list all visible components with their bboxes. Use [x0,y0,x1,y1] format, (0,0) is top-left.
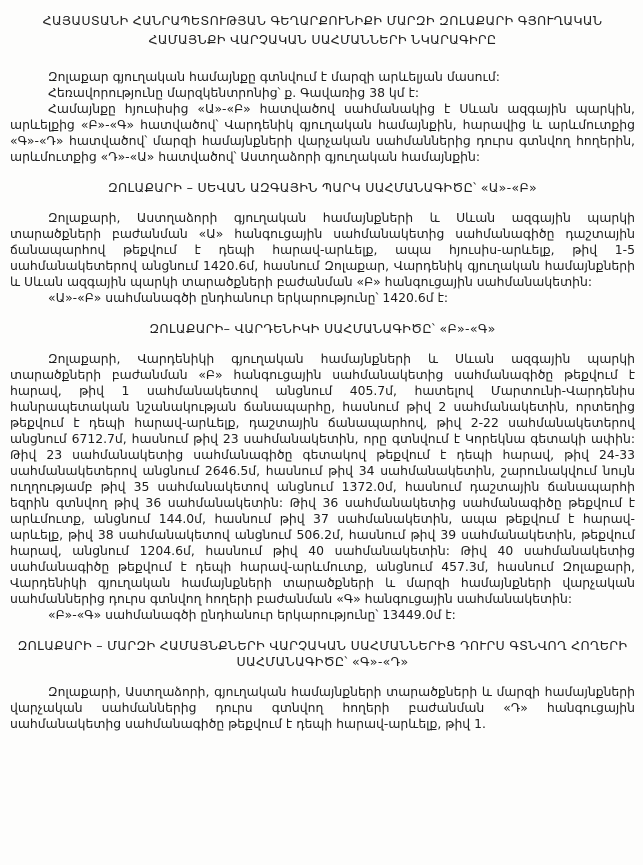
document-title [10,12,635,49]
border-length-note-a-b: «Ա»-«Բ» սահմանագծի ընդհանուր երկարությունը՝ 1420.6մ է: [48,290,449,305]
intro-paragraph-distance: Հեռավորությունը մարզկենտրոնից՝ ք. Գավառից 38 կմ է: [48,85,420,100]
section-paragraph-b-g: Զոլաքարի, Վարդենիկի գյուղական համայնքների և Սևան ազգային պարկի տարածքների բաժանման «Բ» հանգուցային սահմանակետից սահմանագիծը թեքվում է հարավ, թիվ 1 սահմանակետով անցնում 405.7մ, հատելով Մարտունի-Վարդենիս հանրապետական նշանակության ճանապարհը, հասնում թիվ 2 սահմանակետին, որտեղից թեքվում է դեպի հարավ-արևելք, դաշտային ճանապարհով, թիվ 2-22 սահմանակետերով անցնում 6712.7մ, հասնում թիվ 23 սահմանակետին, որը գտնվում է Կորեկնա գետակի ափին: Թիվ 23 սահմանակետից սահմանագիծը գետակով թեքվում է դեպի հարավ, թիվ 24-33 սահմանակետերով անցնում 2646.5մ, հասնում թիվ 34 սահմանակետին, շարունակվում նույն ուղղությամբ թիվ 35 սահմանակետով անցնում 1372.0մ, հասնում դաշտային ճանապարհի եզրին գտնվող թիվ 36 սահմանակետին: Թիվ 36 սահմանակետից սահմանագիծը թեքվում է արևմուտք, անցնում 144.0մ, հասնում թիվ 37 սահմանակետին, ապա թեքվում է հարավ-արևելք, թիվ 38 սահմանակետով անցնում 506.2մ, հասնում թիվ 39 սահմանակետին, թեքվում հարավ, անցնում 1204.6մ, հասնում թիվ 40 սահմանակետին: Թիվ 40 սահմանակետից սահմանագիծը թեքվում է դեպի հարավ-արևմուտք, անցնում 457.3մ, հասնում Զոլաքարի, Վարդենիկի գյուղական համայնքների տարածքների և մարզի համայնքների վարչական սահմաններից դուրս գտնվող հողերի բաժանման «Գ» հանգուցային սահմանակետին: [10,351,635,606]
border-length-note-b-g: «Բ»-«Գ» սահմանագծի ընդհանուր երկարությունը՝ 13449.0մ է: [48,607,456,622]
section-heading-g-d: ԶՈԼԱՔԱՐԻ – ՄԱՐԶԻ ՀԱՄԱՅՆՔՆԵՐԻ ՎԱՐՉԱԿԱՆ ՍԱՀՄԱՆՆԵՐԻՑ ԴՈՒՐՍ ԳՏՆՎՈՂ ՀՈՂԵՐԻ ՍԱՀՄԱՆԱԳԻԾԸ՝ «Գ»-«Դ» [17,638,628,669]
section-heading-a-b: ԶՈԼԱՔԱՐԻ – ՍԵՎԱՆ ԱԶԳԱՅԻՆ ՊԱՐԿ ՍԱՀՄԱՆԱԳԻԾԸ՝ «Ա»-«Բ» [107,180,538,195]
intro-paragraph-location: Զոլաքար գյուղական համայնքը գտնվում է մարզի արևելյան մասում: [48,69,500,84]
intro-paragraph-neighbors: Համայնքը հյուսիսից «Ա»-«Բ» հատվածով սահմանակից է Սևան ազգային պարկին, արևելքից «Բ»-«Գ» հատվածով՝ Վարդենիկ գյուղական համայնքին, հարավից և արևմուտքից «Գ»-«Դ» հատվածով՝ մարզի համայնքների վարչական սահմաններից դուրս գտնվող հողերին, արևմուտքից «Դ»-«Ա» հատվածով՝ Աստղաձորի գյուղական համայնքին: [10,101,635,164]
document-title-line-1: ՀԱՅԱՍՏԱՆԻ ՀԱՆՐԱՊԵՏՈՒԹՅԱՆ ԳԵՂԱՐՔՈՒՆԻՔԻ ՄԱՐԶԻ ԶՈԼԱՔԱՐԻ ԳՅՈՒՂԱԿԱՆ [42,13,603,28]
document-title-line-2: ՀԱՄԱՅՆՔԻ ՎԱՐՉԱԿԱՆ ՍԱՀՄԱՆՆԵՐԻ ՆԿԱՐԱԳԻՐԸ [148,31,497,47]
section-paragraph-a-b: Զոլաքարի, Աստղաձորի գյուղական համայնքների և Սևան ազգային պարկի տարածքների բաժանման «Ա» հանգուցային սահմանակետից սահմանագիծը դաշտային ճանապարհով թեքվում է դեպի հարավ-արևելք, ապա հյուսիս-արևելք, թիվ 1-5 սահմանակետերով անցնում 1420.6մ, հասնում Զոլաքար, Վարդենիկ գյուղական համայնքների և Սևան ազգային պարկի տարածքների բաժանման «Բ» հանգուցային սահմանակետին: [10,210,635,289]
section-paragraph-g-d: Զոլաքարի, Աստղաձորի, գյուղական համայնքների տարածքների և մարզի համայնքների վարչական սահմաններից դուրս գտնվող հողերի բաժանման «Դ» հանգուցային սահմանակետից սահմանագիծը թեքվում է դեպի հարավ-արևելք, թիվ 1. [10,684,635,731]
section-heading-b-g: ԶՈԼԱՔԱՐԻ– ՎԱՐԴԵՆԻԿԻ ՍԱՀՄԱՆԱԳԻԾԸ՝ «Բ»-«Գ» [149,321,496,336]
